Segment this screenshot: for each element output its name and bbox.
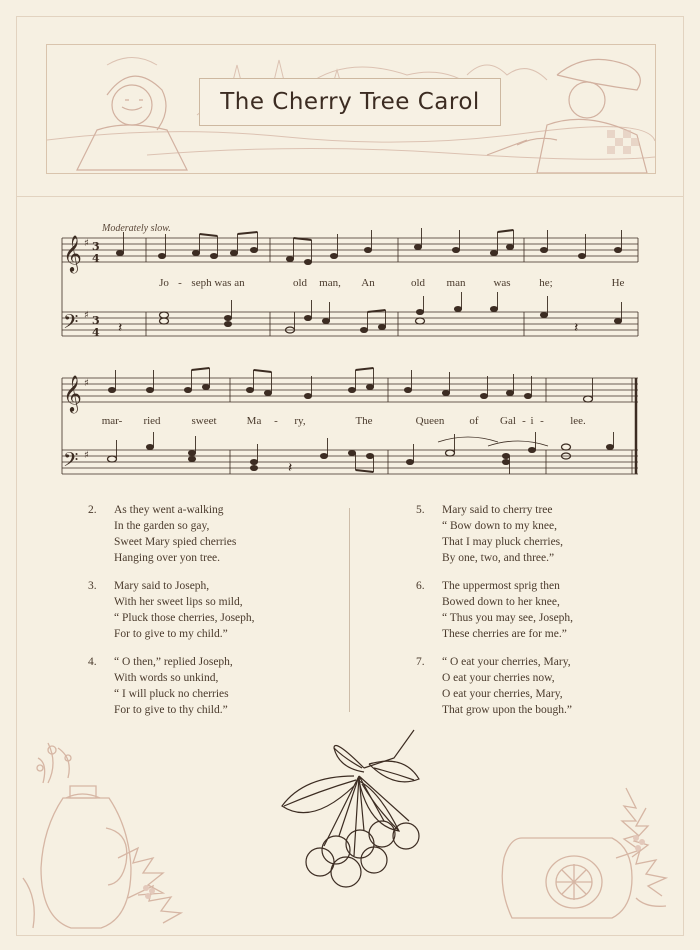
lyric-syllable: lee.: [570, 415, 586, 427]
staff-1-treble: [62, 238, 638, 262]
svg-text:♯: ♯: [84, 378, 89, 389]
svg-text:♯: ♯: [84, 450, 89, 461]
verse-line: Mary said to cherry tree: [442, 504, 553, 516]
verse-line: “ O then,” replied Joseph,: [114, 656, 233, 668]
svg-text:♯: ♯: [84, 310, 89, 321]
verse-line: “ O eat your cherries, Mary,: [442, 656, 571, 668]
lyric-syllable: Queen: [415, 415, 445, 427]
verse-number: 4.: [88, 656, 97, 668]
svg-text:3: 3: [92, 240, 100, 253]
svg-text:4: 4: [92, 252, 100, 265]
notes-system-1-treble: [116, 228, 621, 265]
verse-line: Hanging over yon tree.: [114, 552, 221, 564]
notes-system-2-bass: [108, 432, 614, 476]
svg-text:3: 3: [92, 314, 100, 327]
svg-text:𝄽: 𝄽: [574, 321, 579, 336]
lyric-syllable: mar-: [101, 415, 123, 427]
log-holly-illustration: [496, 778, 678, 928]
lyric-syllable: he;: [539, 277, 553, 289]
lyric-hyphen: -: [522, 415, 526, 427]
verse-line: That grow upon the bough.”: [442, 704, 572, 716]
treble-clef-icon: 𝄞: [63, 234, 82, 272]
header-separator: [16, 196, 684, 197]
verse-number: 5.: [416, 504, 425, 516]
verse-line: For to give to thy child.”: [114, 704, 228, 716]
lyric-syllable: ry,: [294, 415, 306, 427]
lyric-hyphen: -: [274, 415, 278, 427]
title-plate: [199, 78, 501, 126]
verse-line: O eat your cherries now,: [442, 672, 555, 684]
lyric-hyphen: -: [178, 277, 182, 289]
verse-line: O eat your cherries, Mary,: [442, 688, 563, 700]
header-illustration: [46, 44, 656, 174]
tempo-marking: Moderately slow.: [102, 223, 171, 234]
verse-2: [88, 502, 237, 566]
lyric-syllable: The: [355, 415, 373, 427]
lyric-syllable: i: [530, 415, 534, 427]
lyric-syllable: Ma: [246, 415, 262, 427]
verse-line: The uppermost sprig then: [442, 580, 560, 592]
verse-line: With her sweet lips so mild,: [114, 596, 243, 608]
notes-system-2-treble: [108, 368, 592, 402]
lyric-syllable: An: [361, 277, 375, 289]
lyric-syllable: of: [469, 415, 479, 427]
svg-text:𝄽: 𝄽: [288, 461, 293, 476]
jug-holly-illustration: [18, 738, 198, 938]
verse-7: [416, 654, 572, 718]
svg-text:♯: ♯: [84, 238, 89, 249]
verse-line: That I may pluck cherries,: [442, 536, 564, 548]
verse-line: With words so unkind,: [114, 672, 219, 684]
verse-line: “ I will pluck no cherries: [114, 688, 229, 700]
verse-line: “ Thus you may see, Joseph,: [442, 612, 574, 624]
treble-clef-icon-2: 𝄞: [63, 374, 82, 412]
lyric-syllable: ried: [143, 415, 161, 427]
lyric-syllable: seph was an: [191, 277, 245, 289]
verse-line: As they went a-walking: [114, 504, 224, 516]
page-title: The Cherry Tree Carol: [220, 89, 480, 115]
svg-text:𝄽: 𝄽: [118, 321, 123, 336]
verse-number: 6.: [416, 580, 425, 592]
verse-line: Bowed down to her knee,: [442, 596, 560, 608]
lyric-hyphen: -: [540, 415, 544, 427]
lyric-syllable: Jo: [159, 277, 169, 289]
verse-number: 3.: [88, 580, 97, 592]
lyric-syllable: old: [292, 277, 308, 289]
notes-system-1-bass: [118, 292, 622, 336]
cherries-illustration: [274, 726, 426, 892]
lyric-syllable: He: [611, 277, 625, 289]
bass-clef-icon: 𝄢: [63, 310, 79, 338]
lyric-syllable: Gal: [500, 415, 516, 427]
verse-line: For to give to my child.”: [114, 628, 228, 640]
verse-line: In the garden so gay,: [114, 520, 210, 532]
verse-divider: [349, 508, 350, 712]
staff-1-bass: [62, 312, 638, 336]
verse-line: These cherries are for me.”: [442, 628, 567, 640]
verse-4: [88, 654, 233, 718]
verse-3: [88, 578, 255, 642]
verse-6: [416, 578, 574, 642]
verse-line: By one, two, and three.”: [442, 552, 555, 564]
verse-line: Mary said to Joseph,: [114, 580, 210, 592]
verse-number: 2.: [88, 504, 97, 516]
bass-clef-icon-2: 𝄢: [63, 448, 79, 476]
verse-number: 7.: [416, 656, 425, 668]
lyric-syllable: sweet: [191, 415, 217, 427]
lyric-syllable: was: [493, 277, 511, 289]
lyric-syllable: man: [446, 277, 466, 289]
lyric-syllable: old: [410, 277, 426, 289]
lyric-syllable: man,: [319, 277, 341, 289]
verse-line: Sweet Mary spied cherries: [114, 536, 237, 548]
music-score: [58, 220, 642, 490]
verse-line: “ Pluck those cherries, Joseph,: [114, 612, 255, 624]
svg-text:4: 4: [92, 326, 100, 339]
verse-line: “ Bow down to my knee,: [442, 520, 557, 532]
verse-5: [416, 502, 564, 566]
